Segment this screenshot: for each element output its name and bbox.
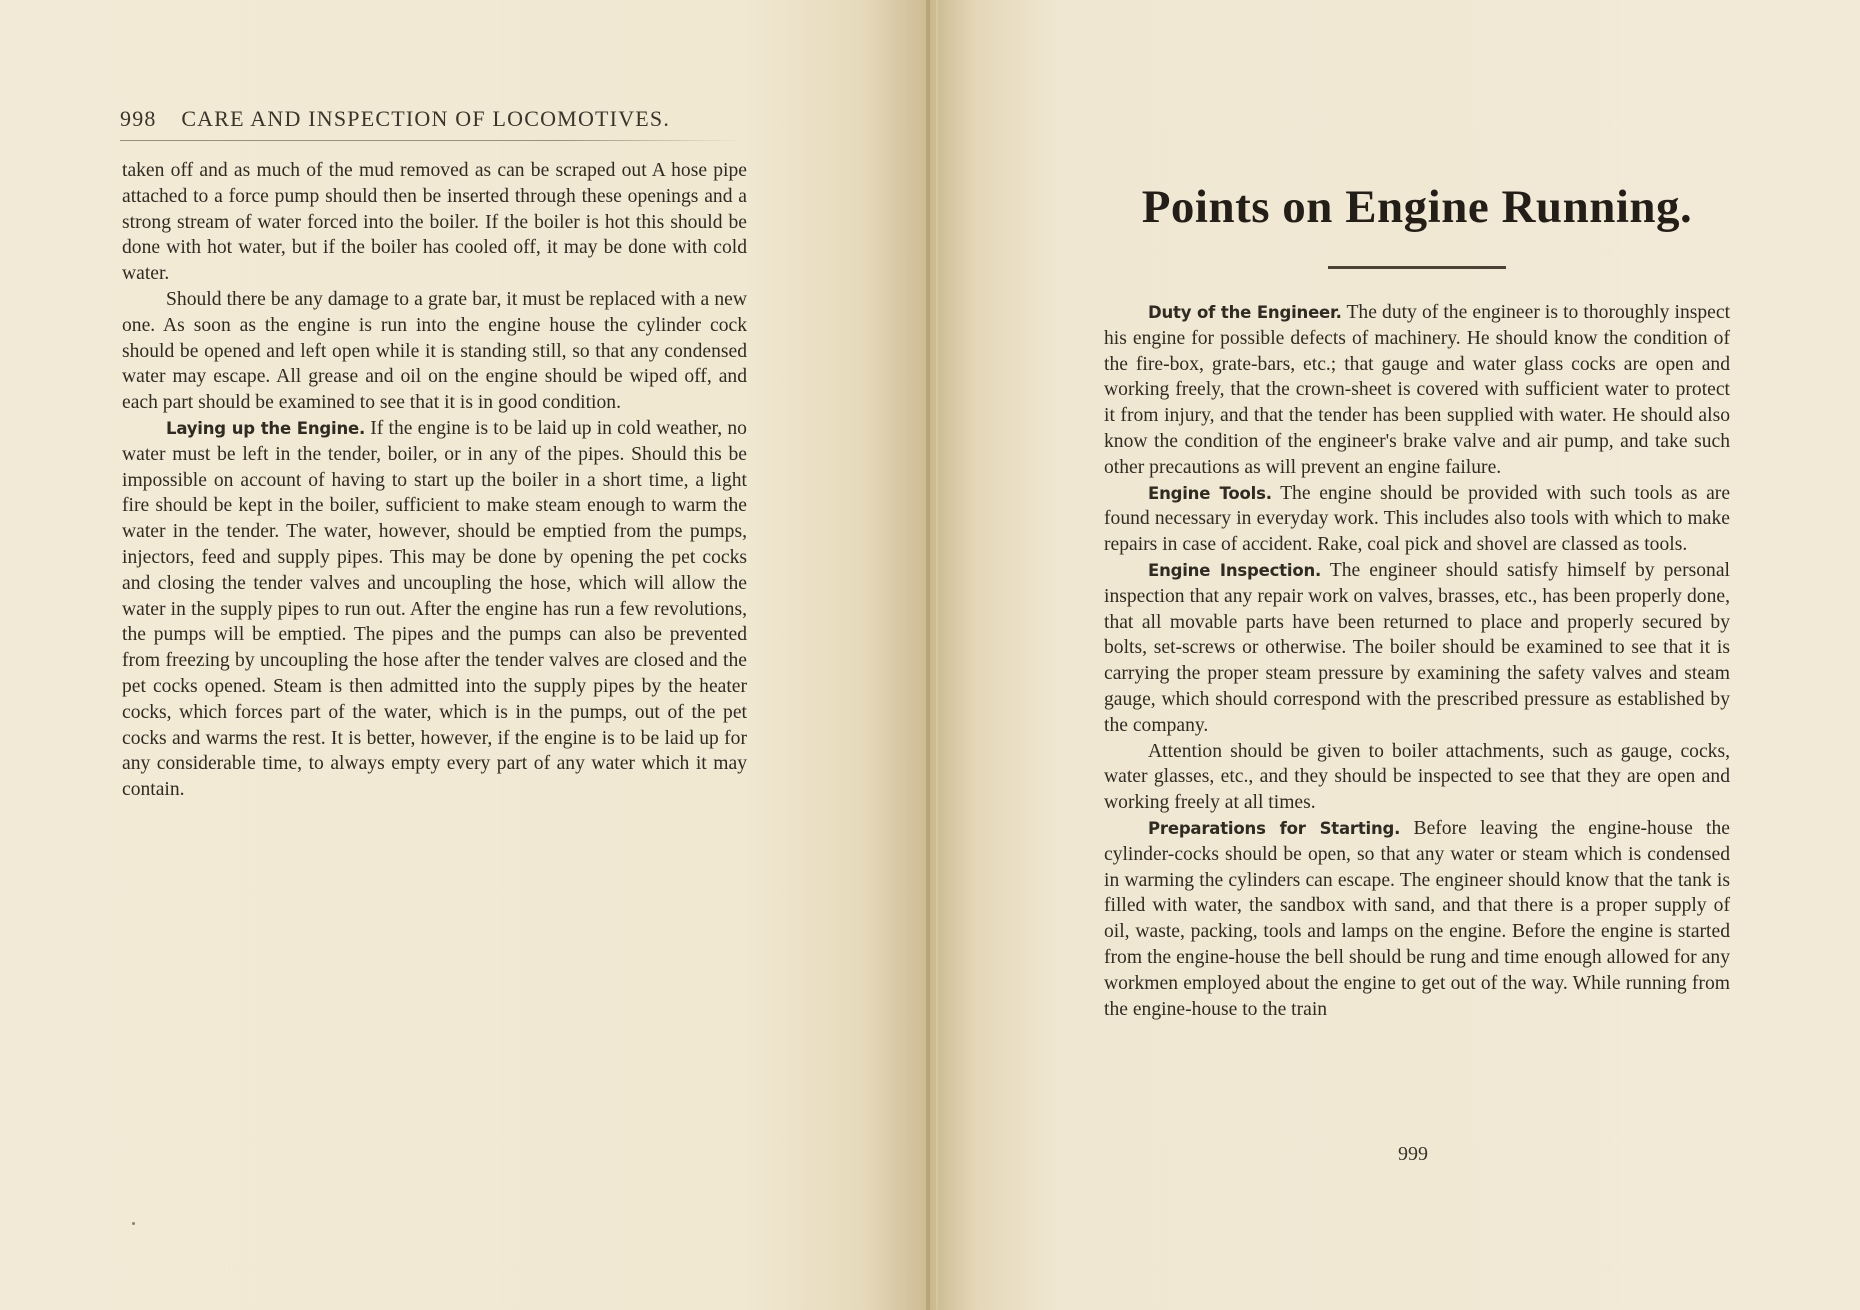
running-head-rule (120, 140, 742, 141)
title-rule (1328, 266, 1506, 269)
paragraph (1104, 558, 1730, 739)
paragraph (1104, 300, 1730, 481)
paragraph-text: If the engine is to be laid up in cold weather, no water must be left in the tender, boiler, or in any of the pipes. Should this be impossible on account of having to start up the boiler in a short time, a light fire should be kept in the boiler, sufficient to make steam enough to warm the water in the tender. The water, however, should be emptied from the pumps, injectors, feed and supply pipes. This may be done by opening the pet cocks and closing the tender valves and uncoupling the hose, which will allow the water in the supply pipes to run out. After the engine has run a few revolutions, the pumps will be emptied. The pipes and the pumps can also be prevented from freezing by uncoupling the hose after the tender valves are closed and the pet cocks opened. Steam is then admitted into the supply pipes by the heater cocks, which forces part of the water, which is in the pumps, out of the pet cocks and warms the rest. It is better, however, if the engine is to be laid up for any considerable time, to always empty every part of any water which it may contain. (122, 417, 747, 801)
section-heading: Duty of the Engineer. (1148, 303, 1342, 322)
right-page-body (1104, 300, 1730, 1022)
left-page-body (122, 158, 747, 803)
section-heading: Engine Inspection. (1148, 560, 1322, 580)
paragraph-text: The duty of the engineer is to thoroughly inspect his engine for possible defects of machinery. He should know the condition of the fire-box, grate-bars, etc.; that gauge and water glass cocks are open and working freely, that the crown-sheet is covered with sufficient water to protect it from injury, and that the tender has been supplied with water. He should also know the condition of the engineer's brake valve and air pump, and take such other precautions as will prevent an engine failure. (1104, 302, 1731, 478)
section-heading: Engine Tools. (1148, 483, 1272, 503)
running-head-title: CARE AND INSPECTION OF LOCOMOTIVES. (181, 106, 671, 131)
section-heading: Laying up the Engine. (166, 418, 366, 438)
running-head (120, 106, 742, 132)
section-heading: Preparations for Starting. (1148, 818, 1401, 838)
left-page-number: 998 (120, 106, 157, 131)
paragraph-text: Before leaving the engine-house the cylinder-cocks should be open, so that any water or steam which is condensed in warming the cylinders can escape. The engineer should know that the tank is filled with water, the sandbox with sand, and that there is a proper supply of oil, waste, packing, tools and lamps on the engine. Before the engine is started from the engine-house the bell should be rung and time enough allowed for any workmen employed about the engine to get out of the way. While running from the engine-house to the train (1104, 817, 1730, 1020)
paper-speck (132, 1222, 135, 1225)
paragraph (122, 158, 747, 287)
gutter-fold (926, 0, 930, 1310)
paragraph (1104, 739, 1730, 816)
paragraph (122, 287, 747, 416)
paragraph-text: taken off and as much of the mud removed as can be scraped out A hose pipe attached to a force pump should then be inserted through these openings and a strong stream of water forced into the boiler. If the boiler is hot this should be done with hot water, but if the boiler has cooled off, it may be done with cold water. (122, 160, 747, 285)
paragraph-text: The engineer should satisfy himself by personal inspection that any repair work on valves, brasses, etc., has been properly done, that all movable parts have been returned to place and properly secured by bolts, set-screws or otherwise. The boiler should be examined to see that it is carrying the proper steam pressure by examining the safety valves and steam gauge, which should correspond with the prescribed pressure as established by the company. (1104, 559, 1730, 736)
right-page-number: 999 (1398, 1143, 1428, 1165)
paragraph-text: Should there be any damage to a grate bar, it must be replaced with a new one. As soon as the engine is run into the engine house the cylinder cock should be opened and left open while it is standing still, so that any condensed water may escape. All grease and oil on the engine should be wiped off, and each part should be examined to see that it is in good condition. (122, 288, 747, 414)
paragraph-text: Attention should be given to boiler attachments, such as gauge, cocks, water glasses, etc., and they should be inspected to see that they are open and working freely at all times. (1104, 740, 1730, 814)
chapter-title: Points on Engine Running. (1141, 181, 1693, 233)
paragraph (122, 416, 747, 803)
paragraph (1104, 481, 1730, 558)
paragraph-text: The engine should be provided with such tools as are found necessary in everyday work. This includes also tools with which to make repairs in case of accident. Rake, coal pick and shovel are classed as tools. (1104, 482, 1731, 556)
paragraph (1104, 816, 1730, 1022)
gutter-fold-edge (936, 0, 938, 1310)
